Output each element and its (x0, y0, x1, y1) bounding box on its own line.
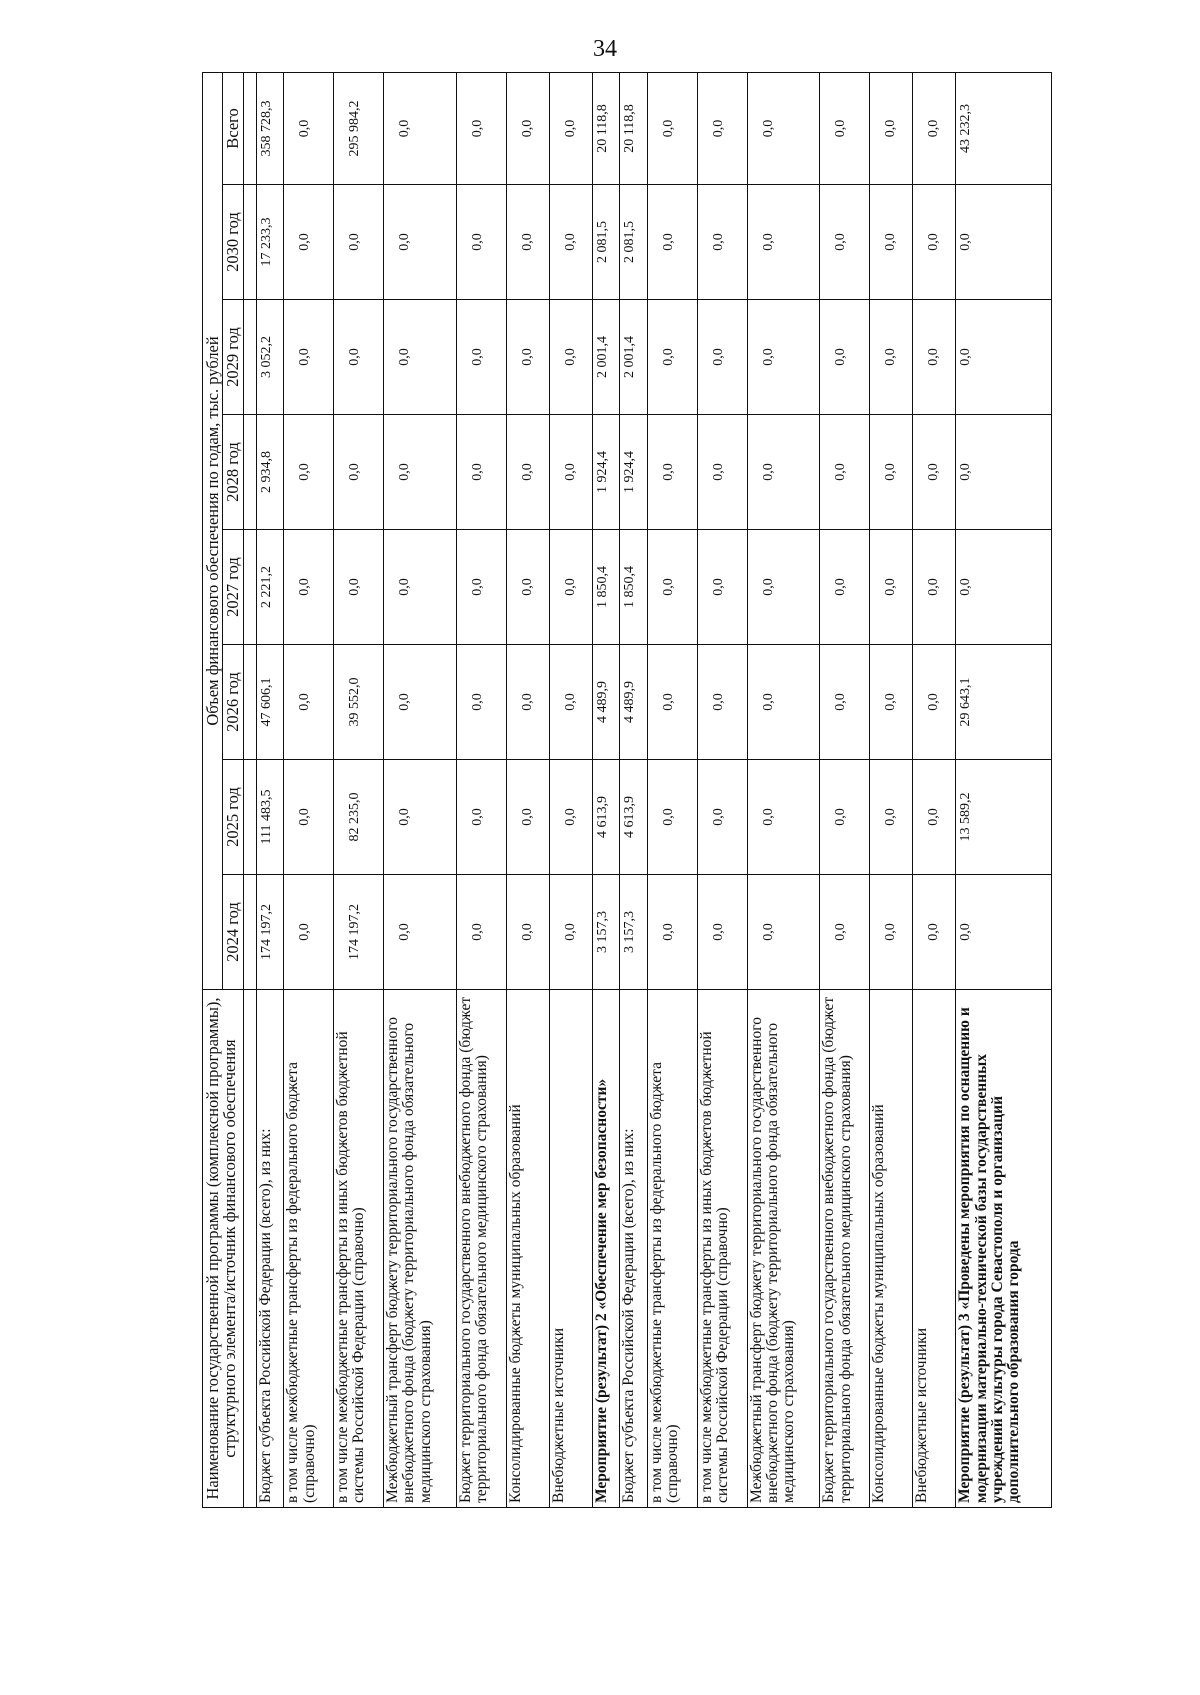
row-value: 174 197,2 (256, 875, 284, 990)
row-label: в том числе межбюджетные трансферты из иных бюджетов бюджетной системы Российской Федерации (справочно) (697, 990, 747, 1508)
row-value: 0,0 (284, 415, 334, 530)
table-row (820, 72, 870, 1507)
row-value: 0,0 (549, 72, 592, 184)
row-value: 0,0 (870, 645, 913, 760)
row-value: 0,0 (956, 300, 1052, 415)
row-value: 0,0 (506, 72, 549, 184)
row-value: 0,0 (284, 760, 334, 875)
row-value: 0,0 (820, 72, 870, 184)
row-value: 0,0 (747, 415, 820, 530)
row-value: 0,0 (747, 300, 820, 415)
row-value: 0,0 (506, 185, 549, 300)
blank-row (243, 72, 256, 1507)
row-label: Бюджет субъекта Российской Федерации (всего), из них: (620, 990, 648, 1508)
row-value: 0,0 (284, 185, 334, 300)
row-value: 0,0 (383, 760, 456, 875)
row-value: 0,0 (820, 645, 870, 760)
row-value: 0,0 (870, 875, 913, 990)
row-value: 0,0 (913, 72, 956, 184)
header-year-1: 2025 год (223, 760, 243, 875)
row-value: 0,0 (913, 530, 956, 645)
row-value: 0,0 (956, 875, 1052, 990)
row-value: 0,0 (549, 760, 592, 875)
row-value: 82 235,0 (334, 760, 384, 875)
table-row (592, 72, 620, 1507)
row-value: 2 081,5 (620, 185, 648, 300)
row-value: 3 052,2 (256, 300, 284, 415)
row-value: 0,0 (747, 875, 820, 990)
row-value: 0,0 (870, 415, 913, 530)
row-value: 0,0 (747, 760, 820, 875)
row-value: 4 613,9 (620, 760, 648, 875)
row-value: 20 118,8 (592, 72, 620, 184)
row-value: 4 489,9 (592, 645, 620, 760)
row-value: 0,0 (820, 875, 870, 990)
row-value: 1 850,4 (620, 530, 648, 645)
table-row (620, 72, 648, 1507)
row-value: 0,0 (456, 300, 506, 415)
table-row (647, 72, 697, 1507)
row-value: 0,0 (334, 300, 384, 415)
page-number: 34 (593, 36, 617, 62)
row-value: 2 001,4 (592, 300, 620, 415)
header-year-0: 2024 год (223, 875, 243, 990)
table-row (284, 72, 334, 1507)
row-value: 0,0 (549, 300, 592, 415)
row-value: 0,0 (284, 72, 334, 184)
row-value: 0,0 (383, 185, 456, 300)
row-value: 0,0 (697, 72, 747, 184)
row-value: 0,0 (913, 875, 956, 990)
row-value: 295 984,2 (334, 72, 384, 184)
row-label: Внебюджетные источники (913, 990, 956, 1508)
row-value: 0,0 (697, 185, 747, 300)
header-volume-caption: Объем финансового обеспечения по годам, тыс. рублей (203, 72, 223, 989)
row-value: 358 728,3 (256, 72, 284, 184)
row-value: 2 221,2 (256, 530, 284, 645)
row-value: 0,0 (647, 530, 697, 645)
row-value: 0,0 (697, 415, 747, 530)
row-value: 0,0 (506, 300, 549, 415)
row-value: 0,0 (913, 645, 956, 760)
row-value: 0,0 (913, 185, 956, 300)
row-value: 0,0 (647, 645, 697, 760)
header-year-7: Всего (223, 72, 243, 184)
rotated-table-container (202, 73, 1052, 1508)
row-value: 0,0 (383, 875, 456, 990)
row-value: 0,0 (506, 530, 549, 645)
row-value: 0,0 (456, 760, 506, 875)
row-value: 0,0 (549, 645, 592, 760)
row-value: 0,0 (820, 185, 870, 300)
table-row (506, 72, 549, 1507)
row-value: 0,0 (284, 530, 334, 645)
row-value: 2 081,5 (592, 185, 620, 300)
row-value: 0,0 (456, 645, 506, 760)
table-row (870, 72, 913, 1507)
row-value: 0,0 (913, 415, 956, 530)
row-value: 0,0 (284, 300, 334, 415)
row-value: 2 934,8 (256, 415, 284, 530)
row-value: 0,0 (456, 415, 506, 530)
row-label: в том числе межбюджетные трансферты из федерального бюджета (справочно) (647, 990, 697, 1508)
row-value: 0,0 (870, 185, 913, 300)
row-value: 0,0 (334, 530, 384, 645)
row-value: 0,0 (956, 530, 1052, 645)
row-value: 20 118,8 (620, 72, 648, 184)
row-value: 0,0 (647, 415, 697, 530)
row-value: 0,0 (383, 645, 456, 760)
row-value: 0,0 (956, 415, 1052, 530)
row-value: 0,0 (506, 645, 549, 760)
table-row (383, 72, 456, 1507)
row-value: 0,0 (647, 760, 697, 875)
row-value: 17 233,3 (256, 185, 284, 300)
budget-table (202, 72, 1052, 1508)
row-value: 0,0 (697, 530, 747, 645)
row-value: 0,0 (549, 530, 592, 645)
row-label: Мероприятие (результат) 2 «Обеспечение мер безопасности» (592, 990, 620, 1508)
table-row (747, 72, 820, 1507)
row-label: Бюджет территориального государственного внебюджетного фонда (бюджет территориального фонда обязательного медицинского страхования) (820, 990, 870, 1508)
row-value: 174 197,2 (334, 875, 384, 990)
row-value: 0,0 (383, 72, 456, 184)
header-year-5: 2029 год (223, 300, 243, 415)
row-value: 0,0 (334, 415, 384, 530)
row-label: Внебюджетные источники (549, 990, 592, 1508)
row-value: 39 552,0 (334, 645, 384, 760)
table-row (956, 72, 1052, 1507)
row-label: Межбюджетный трансферт бюджету территориального государственного внебюджетного фонда (бюджету территориального фонда обязательного медицинского страхования) (383, 990, 456, 1508)
row-value: 0,0 (820, 760, 870, 875)
row-value: 0,0 (456, 185, 506, 300)
row-value: 0,0 (820, 530, 870, 645)
table-row (549, 72, 592, 1507)
row-value: 0,0 (334, 185, 384, 300)
row-label: Консолидированные бюджеты муниципальных образований (870, 990, 913, 1508)
row-value: 0,0 (913, 760, 956, 875)
table-row (913, 72, 956, 1507)
row-value: 0,0 (456, 72, 506, 184)
row-value: 0,0 (284, 645, 334, 760)
row-value: 47 606,1 (256, 645, 284, 760)
row-value: 0,0 (697, 645, 747, 760)
row-value: 0,0 (870, 530, 913, 645)
row-value: 0,0 (747, 530, 820, 645)
row-value: 4 613,9 (592, 760, 620, 875)
row-value: 0,0 (647, 72, 697, 184)
row-value: 3 157,3 (592, 875, 620, 990)
header-name-column: Наименование государственной программы (комплексной программы), структурного элемента/источник финансового обеспечения (203, 990, 244, 1508)
row-label: Мероприятие (результат) 3 «Проведены мероприятия по оснащению и модернизации материально-технической базы государственных учреждений культуры города Севастополя и организаций дополнительного образования города (956, 990, 1052, 1508)
header-year-6: 2030 год (223, 185, 243, 300)
row-value: 0,0 (647, 185, 697, 300)
row-value: 0,0 (506, 760, 549, 875)
row-value: 1 850,4 (592, 530, 620, 645)
row-value: 0,0 (506, 415, 549, 530)
row-value: 0,0 (697, 875, 747, 990)
row-value: 0,0 (747, 72, 820, 184)
row-value: 0,0 (284, 875, 334, 990)
row-value: 0,0 (956, 185, 1052, 300)
row-value: 3 157,3 (620, 875, 648, 990)
row-value: 1 924,4 (620, 415, 648, 530)
row-value: 0,0 (747, 645, 820, 760)
row-value: 0,0 (456, 875, 506, 990)
row-value: 0,0 (383, 415, 456, 530)
row-value: 0,0 (647, 300, 697, 415)
row-value: 0,0 (697, 760, 747, 875)
row-value: 0,0 (870, 300, 913, 415)
row-value: 0,0 (549, 415, 592, 530)
row-value: 0,0 (820, 415, 870, 530)
row-value: 111 483,5 (256, 760, 284, 875)
row-value: 0,0 (549, 185, 592, 300)
row-value: 29 643,1 (956, 645, 1052, 760)
row-label: в том числе межбюджетные трансферты из иных бюджетов бюджетной системы Российской Федерации (справочно) (334, 990, 384, 1508)
table-row (697, 72, 747, 1507)
row-value: 0,0 (697, 300, 747, 415)
row-label: в том числе межбюджетные трансферты из федерального бюджета (справочно) (284, 990, 334, 1508)
table-row (456, 72, 506, 1507)
row-label: Межбюджетный трансферт бюджету территориального государственного внебюджетного фонда (бюджету территориального фонда обязательного медицинского страхования) (747, 990, 820, 1508)
row-value: 43 232,3 (956, 72, 1052, 184)
row-value: 0,0 (549, 875, 592, 990)
row-value: 0,0 (647, 875, 697, 990)
row-value: 0,0 (870, 72, 913, 184)
row-label: Консолидированные бюджеты муниципальных образований (506, 990, 549, 1508)
header-year-2: 2026 год (223, 645, 243, 760)
row-value: 0,0 (456, 530, 506, 645)
table-row (256, 72, 284, 1507)
table-body (243, 72, 1051, 1507)
row-value: 4 489,9 (620, 645, 648, 760)
row-value: 1 924,4 (592, 415, 620, 530)
row-value: 2 001,4 (620, 300, 648, 415)
row-value: 0,0 (383, 530, 456, 645)
row-value: 0,0 (747, 185, 820, 300)
row-value: 0,0 (506, 875, 549, 990)
row-value: 0,0 (870, 760, 913, 875)
table-row (334, 72, 384, 1507)
header-year-4: 2028 год (223, 415, 243, 530)
row-label: Бюджет субъекта Российской Федерации (всего), из них: (256, 990, 284, 1508)
row-value: 0,0 (913, 300, 956, 415)
row-value: 0,0 (383, 300, 456, 415)
row-label: Бюджет территориального государственного внебюджетного фонда (бюджет территориального фонда обязательного медицинского страхования) (456, 990, 506, 1508)
header-year-3: 2027 год (223, 530, 243, 645)
row-value: 0,0 (820, 300, 870, 415)
row-value: 13 589,2 (956, 760, 1052, 875)
